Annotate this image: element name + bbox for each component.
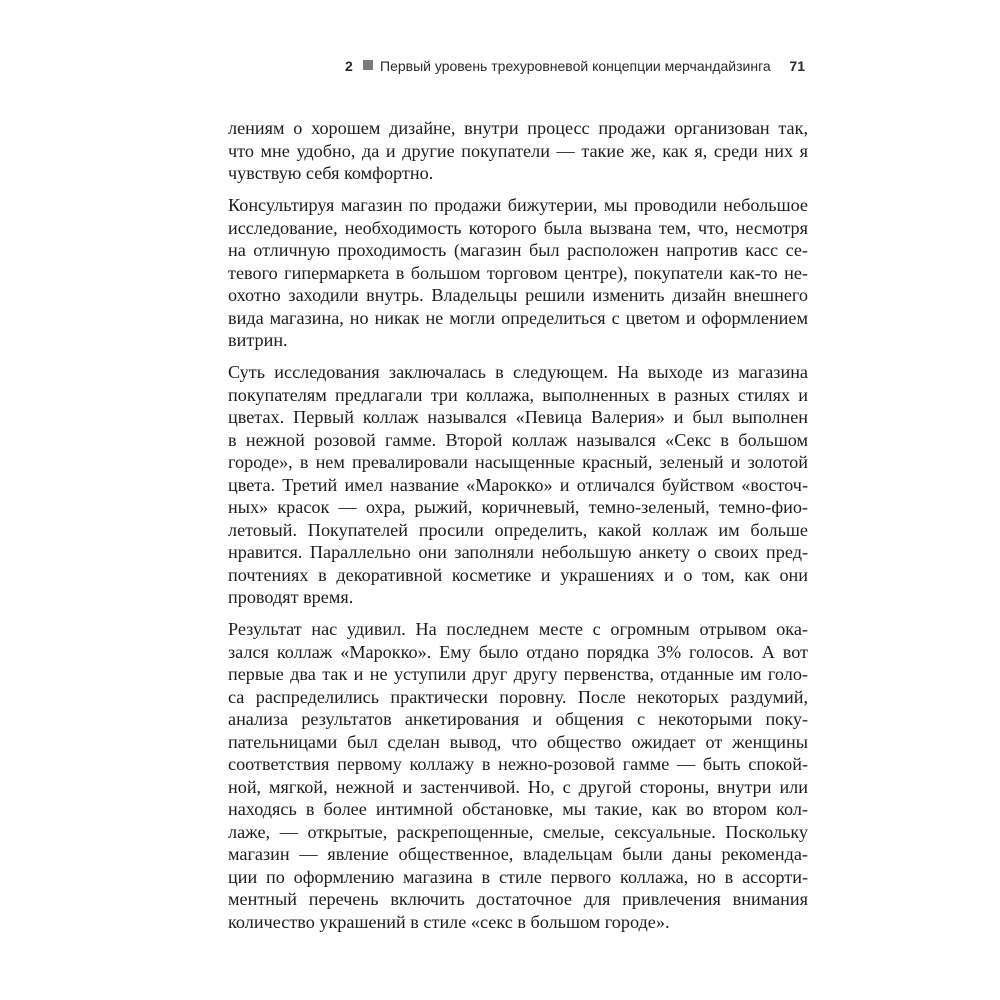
paragraph xyxy=(228,194,808,352)
text-line: са распределились практически поровну. После некоторых раздумий, xyxy=(228,686,808,707)
chapter-square-icon xyxy=(363,60,373,70)
text-line: первые два так и не уступили друг другу первенства, отданные им голо- xyxy=(228,664,808,684)
text-line: лениям о хорошем дизайне, внутри процесс продажи организован так, xyxy=(228,118,808,138)
chapter-number: 2 xyxy=(345,58,353,74)
text-line: Результат нас удивил. На последнем месте с огромным отрывом ока- xyxy=(228,619,808,639)
body-text xyxy=(228,117,808,943)
text-line: Консультируя магазин по продажи бижутерии, мы проводили небольшое xyxy=(228,195,808,215)
text-line: почтениях в декоративной косметике и украшениях и о том, как они xyxy=(228,564,808,585)
paragraph xyxy=(228,117,808,185)
text-line: находясь в более интимной обстановке, мы такие, как во втором кол- xyxy=(228,799,808,819)
text-line: в нежной розовой гамме. Второй коллаж назывался «Секс в большом xyxy=(228,429,808,450)
text-line: анализа результатов анкетирования и общения с некоторыми поку- xyxy=(228,709,808,729)
text-line: вида магазина, но никак не могли определиться с цветом и оформлением xyxy=(228,307,808,328)
text-line: на отличную проходимость (магазин был расположен напротив касс се- xyxy=(228,240,808,260)
text-line: цветах. Первый коллаж назывался «Певица Валерия» и был выполнен xyxy=(228,407,808,427)
text-line: охотно заходили внутрь. Владельцы решили изменить дизайн внешнего xyxy=(228,285,808,305)
text-line: цвета. Третий имел название «Марокко» и отличался буйством «восточ- xyxy=(228,474,808,495)
text-line: лаже, — открытые, раскрепощенные, смелые, сексуальные. Поскольку xyxy=(228,821,808,842)
chapter-title: Первый уровень трехуровневой концепции мерчандайзинга xyxy=(380,58,771,74)
text-line: городе», в нем превалировали насыщенные красный, зеленый и золотой xyxy=(228,452,808,472)
text-line: чувствую себя комфортно. xyxy=(228,163,434,183)
text-line: летовый. Покупателей просили определить, какой коллаж им больше xyxy=(228,519,808,540)
text-line: проводят время. xyxy=(228,587,354,607)
text-line: количество украшений в стиле «секс в большом городе». xyxy=(228,911,670,932)
running-header xyxy=(345,55,805,77)
paragraph xyxy=(228,618,808,933)
text-line: пательницами был сделан вывод, что общество ожидает от женщины xyxy=(228,731,808,752)
text-line: витрин. xyxy=(228,330,288,350)
paragraph xyxy=(228,361,808,609)
text-line: нравится. Параллельно они заполняли небольшую анкету о своих пред- xyxy=(228,542,808,562)
text-line: исследование, необходимость которого была вызвана тем, что, несмотря xyxy=(228,217,808,238)
text-line: что мне удобно, да и другие покупатели — такие же, как я, среди них я xyxy=(228,140,808,161)
text-line: ментный перечень включить достаточное для привлечения внимания xyxy=(228,889,808,909)
text-line: покупателям предлагали три коллажа, выполненных в разных стилях и xyxy=(228,384,808,405)
text-line: тевого гипермаркета в большом торговом центре), покупатели как-то не- xyxy=(228,262,808,283)
text-line: ции по оформлению магазина в стиле первого коллажа, но в ассорти- xyxy=(228,866,808,887)
text-line: соответствия первому коллажу в нежно-розовой гамме — быть спокой- xyxy=(228,754,808,774)
text-line: Суть исследования заключалась в следующем. На выходе из магазина xyxy=(228,362,808,382)
text-line: зался коллаж «Марокко». Ему было отдано порядка 3% голосов. А вот xyxy=(228,641,808,662)
page-number: 71 xyxy=(789,58,805,74)
text-line: магазин — явление общественное, владельцам были даны рекоменда- xyxy=(228,844,808,864)
text-line: ных» красок — охра, рыжий, коричневый, темно-зеленый, темно-фио- xyxy=(228,497,808,517)
text-line: ной, мягкой, нежной и застенчивой. Но, с другой стороны, внутри или xyxy=(228,776,808,797)
